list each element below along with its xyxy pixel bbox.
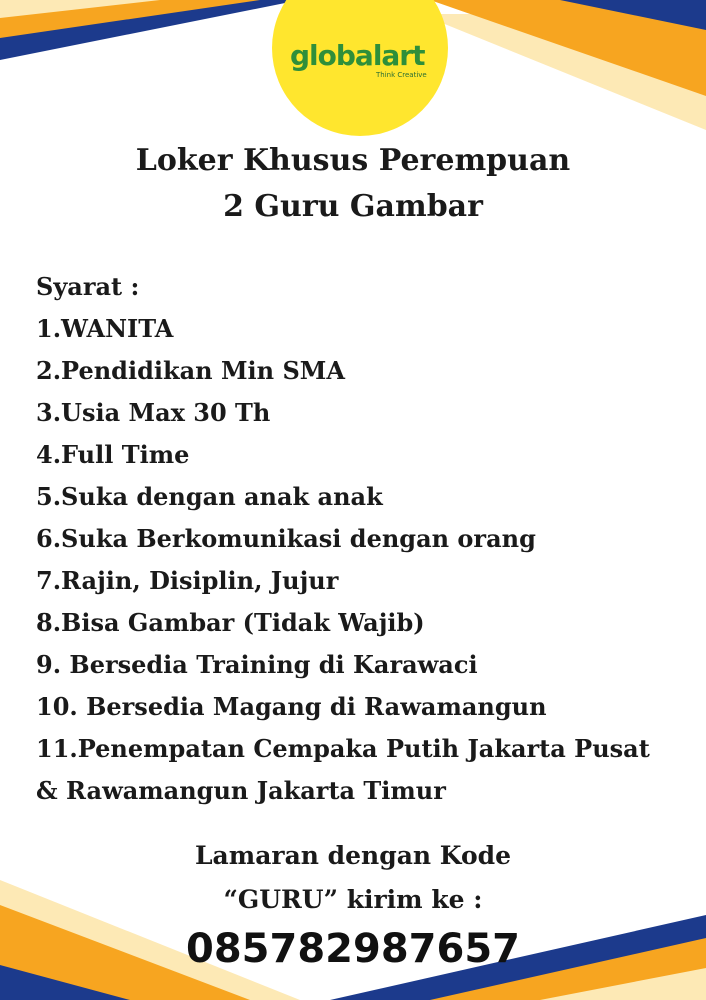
requirement-item: 2.Pendidikan Min SMA: [36, 356, 345, 385]
requirement-item: 11.Penempatan Cempaka Putih Jakarta Pusat: [36, 734, 650, 763]
contact-phone-number: 085782987657: [186, 926, 520, 972]
logo-tagline: Think Creative: [376, 71, 427, 79]
title-line-1: Loker Khusus Perempuan: [135, 143, 571, 178]
title-line-2: 2 Guru Gambar: [223, 189, 483, 224]
requirement-item: 5.Suka dengan anak anak: [36, 482, 383, 511]
requirement-item: & Rawamangun Jakarta Timur: [36, 776, 446, 805]
logo-wordmark: globalart: [290, 39, 425, 72]
requirement-item: 1.WANITA: [36, 314, 174, 343]
requirement-item: 3.Usia Max 30 Th: [36, 398, 271, 427]
requirement-item: 8.Bisa Gambar (Tidak Wajib): [36, 608, 425, 637]
requirement-item: 4.Full Time: [36, 440, 190, 469]
requirement-item: 7.Rajin, Disiplin, Jujur: [36, 566, 339, 595]
application-code-line: Lamaran dengan Kode: [194, 841, 512, 870]
requirement-item: 10. Bersedia Magang di Rawamangun: [36, 692, 547, 721]
requirement-item: 6.Suka Berkomunikasi dengan orang: [36, 524, 536, 553]
requirements-heading: Syarat :: [36, 272, 140, 301]
send-to-line: “GURU” kirim ke :: [223, 885, 483, 914]
requirement-item: 9. Bersedia Training di Karawaci: [36, 650, 478, 679]
brand-logo: [290, 40, 440, 90]
requirements-list: [36, 266, 686, 812]
